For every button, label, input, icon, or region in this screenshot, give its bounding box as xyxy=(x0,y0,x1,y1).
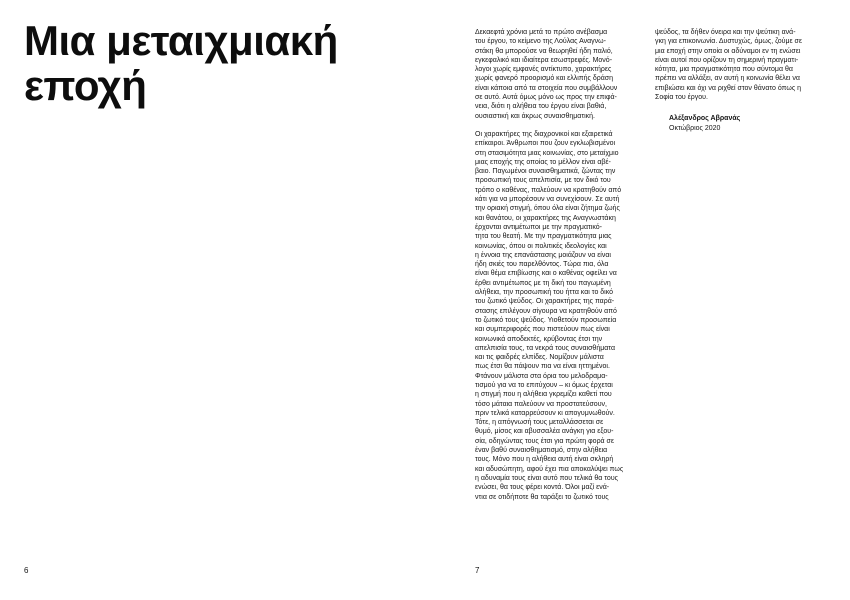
text-line: κάτι για να μπορέσουν να συνεχίσουν. Σε αυτή xyxy=(475,196,620,204)
signature-date: Οκτώβριος 2020 xyxy=(669,124,721,132)
text-line: του έργου, το κείμενο της Λούλας Αναγνω- xyxy=(475,38,606,46)
text-line: Τότε, η απόγνωσή τους μεταλλάσσεται σε xyxy=(475,419,604,427)
text-column-2 xyxy=(655,28,825,133)
text-line: μια εποχή στην οποία οι αδύναμοι εν τη ενώσει xyxy=(655,47,801,55)
author-name: Αλέξανδρος Αβρανάς xyxy=(669,115,741,123)
text-line: προσωπική τους απελπισία, με τον δικό του xyxy=(475,177,611,185)
text-line: πως έτσι θα πάψουν πια να είναι ηττημένοι. xyxy=(475,363,610,371)
text-line: Οι χαρακτήρες της διαχρονικοί και εξαιρετικά xyxy=(475,130,613,138)
paragraph xyxy=(475,130,645,502)
text-line: κότητα, μια πραγματικότητα που σύντομα θα xyxy=(655,66,793,74)
signature xyxy=(669,114,825,133)
text-line: λογοι χωρίς εμφανές αντίκτυπο, χαρακτήρες xyxy=(475,66,612,74)
text-line: και τις φαιδρές ελπίδες. Νομίζουν μάλιστα xyxy=(475,354,604,362)
text-column-1 xyxy=(475,28,645,502)
text-line: τόσο μάταια παλεύουν να προστατεύσουν, xyxy=(475,400,607,408)
text-line: έναν βαθύ συναισθηματισμό, στην αλήθεια xyxy=(475,447,608,455)
text-line: νεια, διότι η αλήθεια του έργου είναι βαθιά, xyxy=(475,103,607,111)
text-line: και συμπεριφορές που πιστεύουν πως είναι xyxy=(475,326,610,334)
text-line: η στιγμή που η αλήθεια γκρεμίζει καθετί που xyxy=(475,391,612,399)
text-line: τρόπο ο καθένας, παλεύουν να κρατηθούν από xyxy=(475,186,622,194)
text-line: στασης επιλέγουν σίγουρα να κρατηθούν από xyxy=(475,307,617,315)
text-line: ντια σε οτιδήποτε θα ταράξει το ζωτικό τους xyxy=(475,493,609,501)
text-line: Δεκαεφτά χρόνια μετά το πρώτο ανέβασμα xyxy=(475,29,608,36)
text-line: Σοφία του έργου. xyxy=(655,94,708,102)
text-line: είναι αυτοί που ορίζουν τη σημερινή πραγματι- xyxy=(655,56,799,64)
text-line: εγκεφαλικό και ιδιαίτερα εσωστρεφές. Μονό- xyxy=(475,56,613,64)
text-line: την οριακή στιγμή, όπου όλα είναι ζήτημα ζωής xyxy=(475,205,620,213)
text-line: έρχονται αντιμέτωποι με την πραγματικό- xyxy=(475,223,602,231)
text-line: γκη για επικοινωνία. Δυστυχώς, όμως, ζούμε σε xyxy=(655,38,802,46)
page-number-left: 6 xyxy=(24,566,29,575)
text-line: και θανάτου, οι χαρακτήρες της Αναγνωστάκη xyxy=(475,214,616,222)
text-line: σία, οδηγώντας τους έτσι για πρώτη φορά σε xyxy=(475,437,614,445)
text-line: κοινωνίας, όπου οι πολιτικές ιδεολογίες και xyxy=(475,242,607,250)
text-line: χωρίς φανερό προορισμό και ελλιπής δράση xyxy=(475,75,613,83)
text-line: αλήθεια, την προσωπική του ήττα και το δικό xyxy=(475,289,614,297)
text-line: επίκαιροι. Άνθρωποι που ζουν εγκλωβισμένοι xyxy=(475,140,616,148)
text-line: είναι κάποια από τα στοιχεία που συμβάλλουν xyxy=(475,84,618,92)
text-line: το ζωτικό τους ψεύδος. Υιοθετούν προσωπεία xyxy=(475,316,617,324)
page-title xyxy=(24,18,414,108)
title-line: Μια μεταιχμιακή xyxy=(24,17,338,64)
text-line: κοινωνικά αποδεκτές, κρύβοντας έτσι την xyxy=(475,335,603,343)
title-line: εποχή xyxy=(24,62,147,109)
text-line: του ζωτικό ψεύδος. Οι χαρακτήρες της παρά- xyxy=(475,298,615,306)
page-number-right: 7 xyxy=(475,566,480,575)
text-line: πριν τελικά καταρρεύσουν κι απογυμνωθούν. xyxy=(475,409,615,417)
text-line: στάκη θα μπορούσε να θεωρηθεί ήδη παλιό, xyxy=(475,47,613,55)
text-line: ήδη σκιές του παρελθόντος. Τώρα πια, όλα xyxy=(475,261,609,269)
text-line: τητα του θεατή. Με την πραγματικότητα μιας xyxy=(475,233,612,241)
text-line: μιας εποχής της οποίας το μέλλον είναι αβέ- xyxy=(475,158,611,166)
text-line: ουσιαστική και άκρως συναισθηματική. xyxy=(475,112,595,120)
text-line: ενώσει, θα τους φέρει κοντά. Όλοι μαζί ενά- xyxy=(475,484,610,492)
text-line: η έννοια της επανάστασης μοιάζουν να είναι xyxy=(475,251,611,259)
text-line: τους. Μόνο που η αλήθεια αυτή είναι σκληρή xyxy=(475,456,614,464)
right-page xyxy=(425,0,850,600)
text-line: σε αυτό. Αυτά όμως μόνο ως προς την επιφά- xyxy=(475,94,617,102)
text-line: και αδυσώπητη, αφού έχει πια αποκαλύψει πως xyxy=(475,465,624,473)
text-line: τισμού για να το επιτύχουν – κι όμως έρχεται xyxy=(475,381,613,389)
text-line: θυμό, μίσος και αβυσσαλέα ανάγκη για εξου- xyxy=(475,428,614,436)
text-line: βαιο. Παγωμένοι συναισθηματικά, ζώντας την xyxy=(475,168,616,176)
text-line: είναι θέμα επιβίωσης και ο καθένας οφείλει να xyxy=(475,270,617,278)
text-line: απελπισία τους, τα νεκρά τους συναισθήματα xyxy=(475,344,616,352)
text-line: ψεύδος, τα δήθεν όνειρα και την ψεύτικη ανά- xyxy=(655,29,796,36)
text-line: στη στασιμότητα μιας κοινωνίας, στο μεταίχμιο xyxy=(475,149,619,157)
paragraph xyxy=(475,28,645,121)
text-line: η αδυναμία τους είναι αυτό που τελικά θα τους xyxy=(475,474,619,482)
text-line: έρθει αντιμέτωπος με τη δική του παγωμένη xyxy=(475,279,611,287)
text-line: Φτάνουν μάλιστα στα όρια του μελοδραμα- xyxy=(475,372,608,380)
paragraph xyxy=(655,28,825,102)
text-line: επιβιώσει και όχι να ριχθεί στον θάνατο όπως η xyxy=(655,84,802,92)
text-line: πρέπει να αλλάξει, αν αυτή η κοινωνία θέλει να xyxy=(655,75,800,83)
